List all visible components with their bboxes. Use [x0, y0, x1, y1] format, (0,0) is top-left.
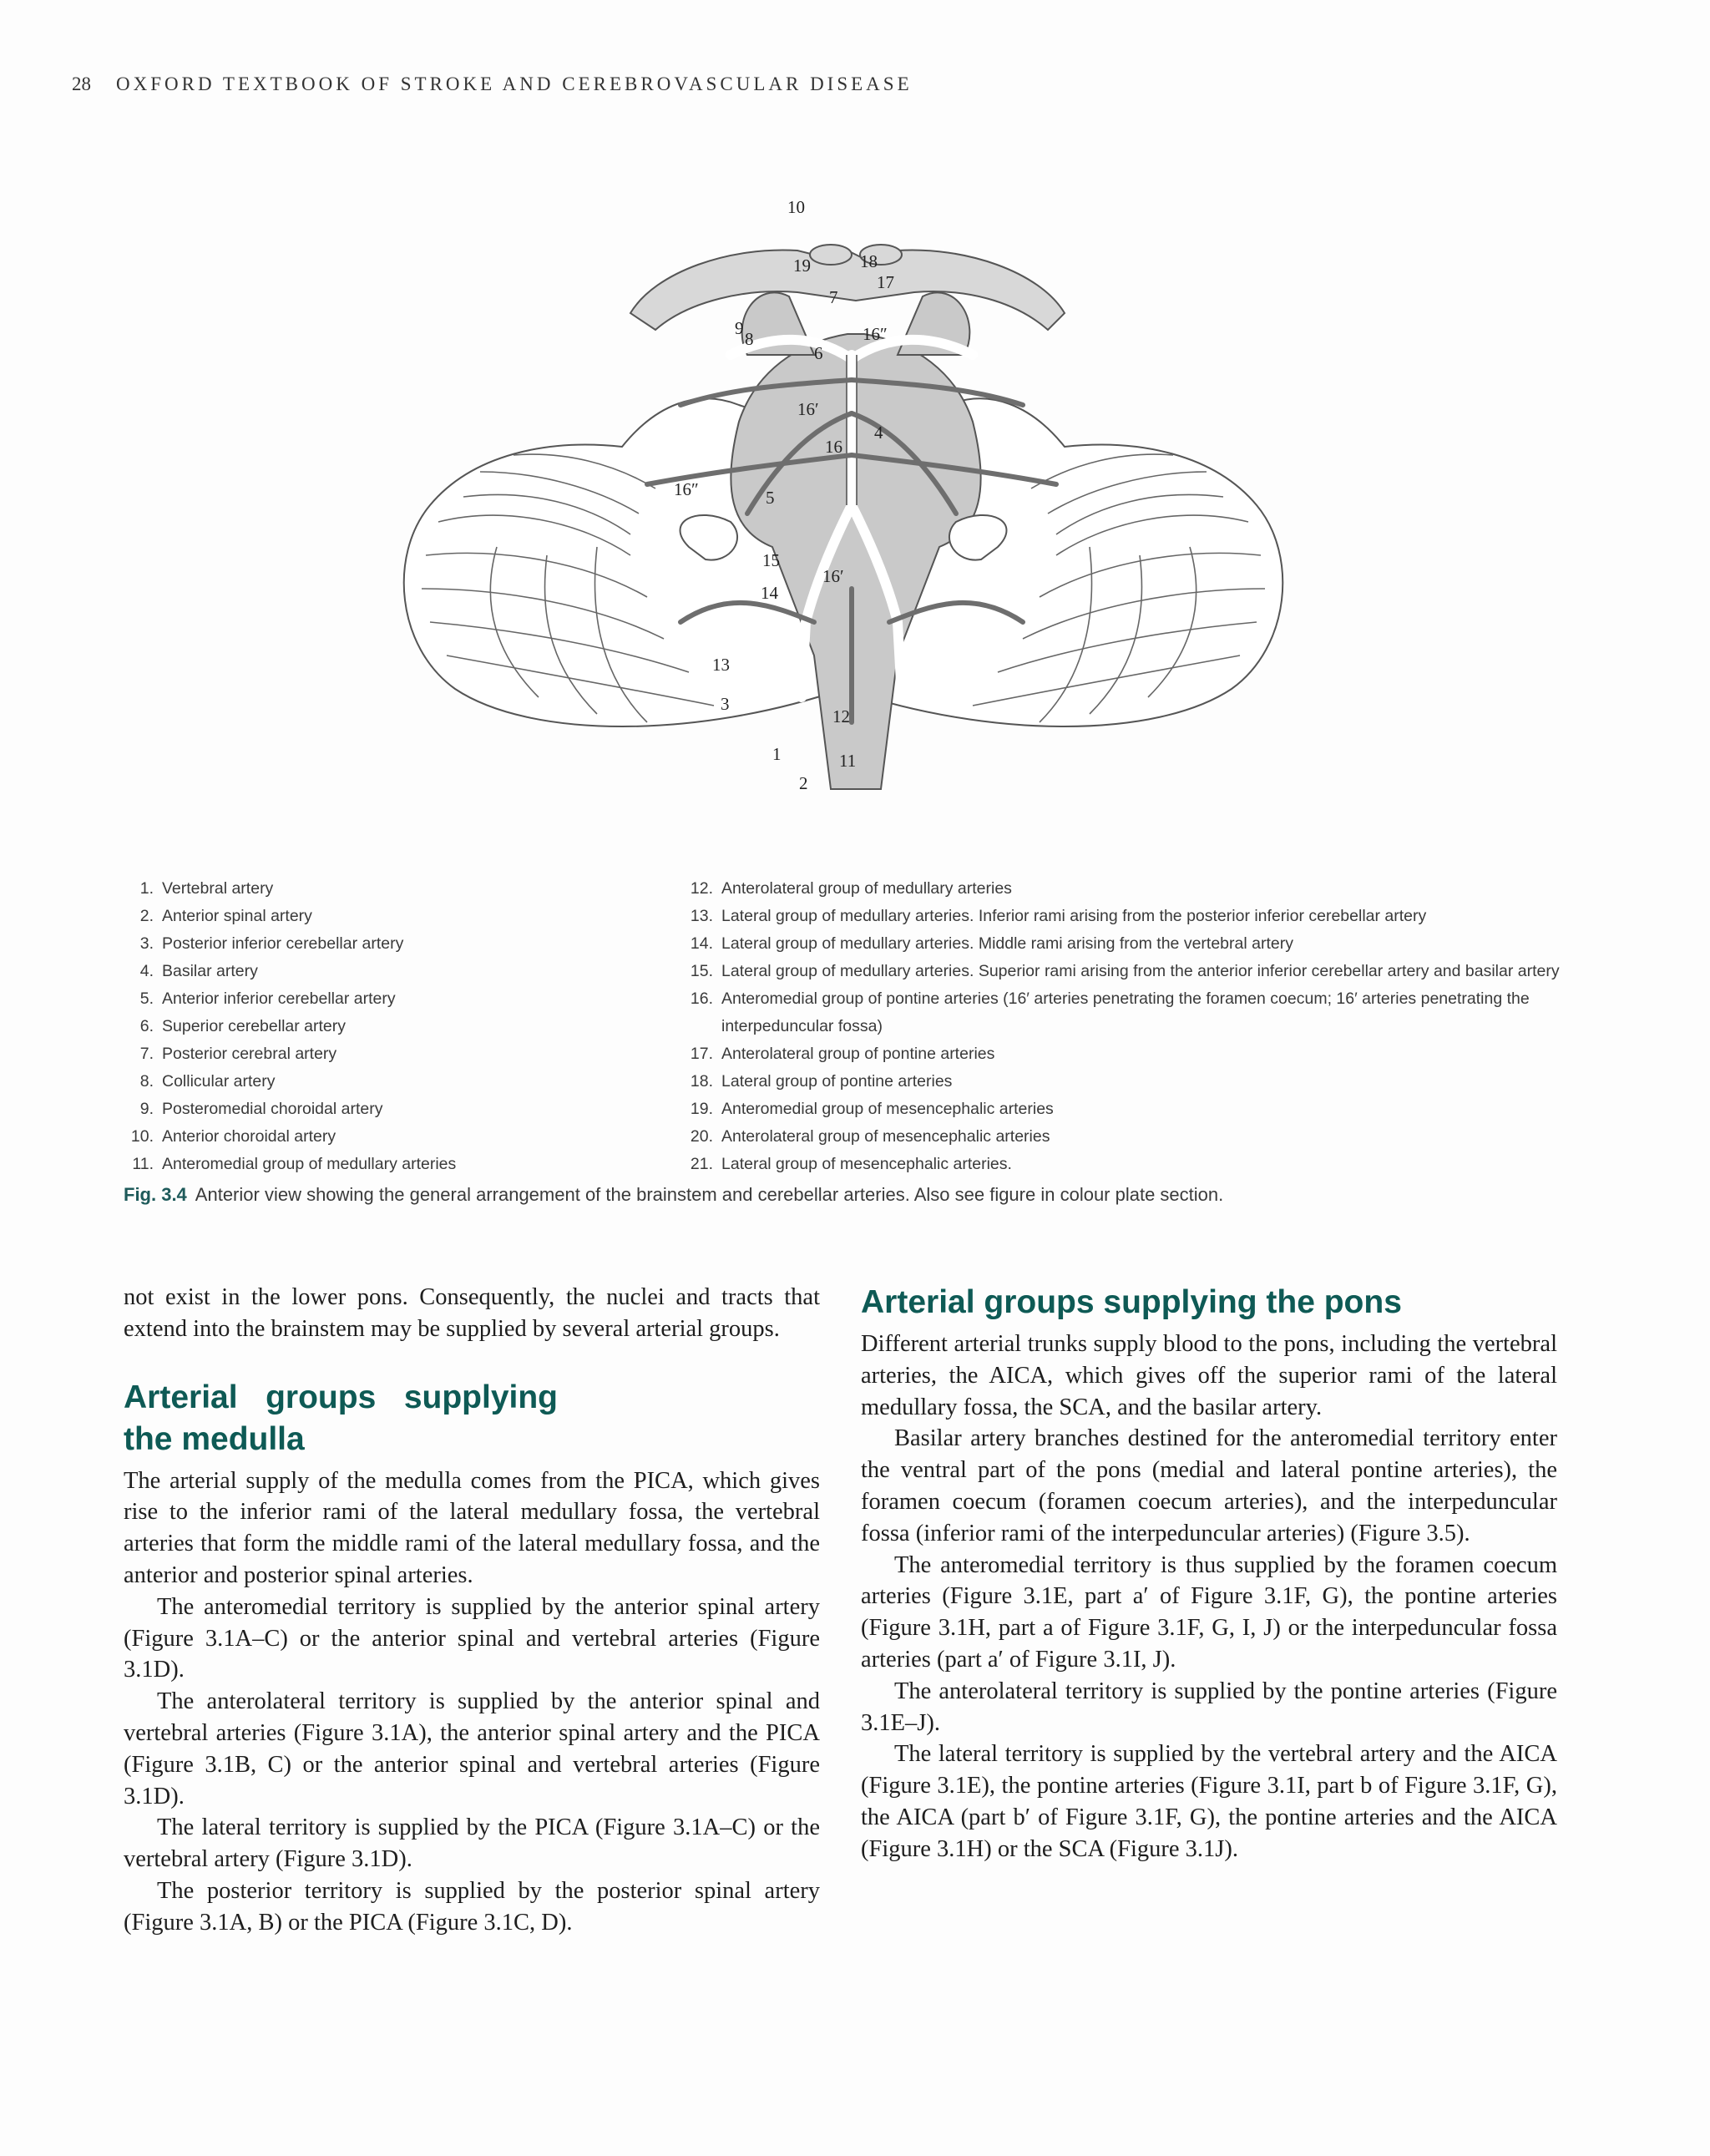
right-text-column: [861, 1282, 1557, 1865]
running-title: OXFORD TEXTBOOK OF STROKE AND CEREBROVASCULAR DISEASE: [116, 73, 913, 94]
legend-item: 2. Anterior spinal artery: [139, 907, 312, 925]
fig-label: 7: [829, 287, 838, 307]
legend-item: 12. Anterolateral group of medullary arteries: [690, 879, 1012, 898]
legend-item: 7. Posterior cerebral artery: [139, 1045, 337, 1063]
fig-label: 16″: [674, 479, 699, 499]
fig-label: 13: [712, 655, 730, 675]
fig-label: 14: [761, 583, 778, 603]
legend-item: 19. Anteromedial group of mesencephalic arteries: [690, 1100, 1054, 1118]
legend-item: 5. Anterior inferior cerebellar artery: [139, 989, 396, 1008]
fig-label: 12: [832, 706, 850, 726]
caption-text: Anterior view showing the general arrangement of the brainstem and cerebellar arteries. Also see figure in colour plate section.: [195, 1184, 1224, 1205]
left-text-column: [124, 1282, 820, 1939]
legend-item: 13. Lateral group of medullary arteries. Inferior rami arising from the posterior inferior cerebellar artery: [690, 907, 1427, 925]
fig-label: 2: [799, 773, 808, 793]
paragraph: The anterolateral territory is supplied by the pontine arteries (Figure 3.1E–J).: [861, 1678, 1557, 1736]
legend-item: 10. Anterior choroidal artery: [130, 1127, 336, 1146]
legend-right-column: [683, 875, 1568, 1178]
paragraph: The lateral territory is supplied by the PICA (Figure 3.1A–C) or the vertebral artery (Figure 3.1D).: [124, 1814, 820, 1873]
paragraph: The anteromedial territory is thus supplied by the foramen coecum arteries (Figure 3.1E, part a′ of Figure 3.1F, G), the pontine arteries (Figure 3.1H, part a of Figure 3.1F, G, I, J) or the interpeduncular fossa arteries (part a′ of Figure 3.1I, J).: [861, 1551, 1557, 1673]
fig-label: 8: [745, 329, 754, 349]
legend-item: 16. Anteromedial group of pontine arteries (16′ arteries penetrating the foramen coecum; 16′ arteries penetrating the interpeduncular fossa): [690, 989, 1530, 1035]
legend-item: 4. Basilar artery: [139, 962, 258, 980]
brainstem-artery-illustration: [380, 154, 1307, 839]
fig-label: 1: [772, 744, 782, 764]
legend-left-column: [124, 875, 658, 1178]
paragraph: The arterial supply of the medulla comes from the PICA, which gives rise to the inferior rami of the lateral medullary fossa, the vertebral arteries that form the middle rami of the lateral medullary fossa, and the anterior and posterior spinal arteries.: [124, 1467, 820, 1588]
legend-item: 15. Lateral group of medullary arteries. Superior rami arising from the anterior inferior cerebellar artery and basilar artery: [690, 962, 1560, 980]
paragraph: The posterior territory is supplied by the posterior spinal artery (Figure 3.1A, B) or the PICA (Figure 3.1C, D).: [124, 1877, 820, 1936]
fig-label: 19: [793, 256, 811, 276]
fig-label: 16″: [863, 324, 888, 344]
caption-label: Fig. 3.4: [124, 1184, 187, 1205]
fig-label: 6: [814, 343, 823, 363]
legend-item: 8. Collicular artery: [139, 1072, 276, 1091]
paragraph: Different arterial trunks supply blood to the pons, including the vertebral arteries, the AICA, which gives off the superior rami of the lateral medullary fossa, the SCA, and the basilar artery.: [861, 1331, 1557, 1420]
running-head: [72, 73, 913, 95]
figure-caption: [124, 1184, 1543, 1206]
legend-item: 9. Posteromedial choroidal artery: [139, 1100, 383, 1118]
paragraph: The anterolateral territory is supplied by the anterior spinal and vertebral arteries (Figure 3.1A), the anterior spinal artery and the PICA (Figure 3.1B, C) or the anterior spinal and vertebral arteries (Figure 3.1D).: [124, 1688, 820, 1809]
legend-item: 6. Superior cerebellar artery: [139, 1017, 347, 1035]
fig-label: 16′: [797, 399, 819, 419]
legend-item: 17. Anterolateral group of pontine arteries: [690, 1045, 995, 1063]
legend-item: 21. Lateral group of mesencephalic arteries.: [690, 1155, 1012, 1173]
section-heading: Arterial groups supplying the pons: [861, 1284, 1402, 1320]
legend-item: 1. Vertebral artery: [139, 879, 274, 898]
paragraph: The anteromedial territory is supplied by the anterior spinal artery (Figure 3.1A–C) or the anterior spinal and vertebral arteries (Figure 3.1D).: [124, 1593, 820, 1683]
fig-label: 3: [721, 694, 730, 714]
legend-item: 11. Anteromedial group of medullary arteries: [132, 1155, 457, 1173]
fig-label: 18: [860, 251, 878, 271]
legend-item: 20. Anterolateral group of mesencephalic arteries: [690, 1127, 1050, 1146]
fig-label: 16′: [822, 566, 844, 586]
fig-label: 17: [877, 272, 894, 292]
section-heading: Arterial groups supplying the medulla: [124, 1379, 558, 1457]
legend-item: 18. Lateral group of pontine arteries: [690, 1072, 953, 1091]
diencephalon: [630, 245, 1065, 330]
fig-label: 11: [839, 751, 857, 771]
paragraph: Basilar artery branches destined for the anteromedial territory enter the ventral part of the pons (medial and lateral pontine arteries), the foramen coecum (foramen coecum arteries), and the interpeduncular fossa (inferior rami of the interpeduncular arteries) (Figure 3.5).: [861, 1425, 1557, 1546]
fig-label: 9: [735, 318, 744, 338]
paragraph: not exist in the lower pons. Consequently, the nuclei and tracts that extend into the brainstem may be supplied by several arterial groups.: [124, 1284, 820, 1342]
fig-label: 5: [766, 488, 775, 508]
fig-label: 10: [787, 197, 805, 217]
fig-label: 15: [762, 550, 780, 570]
legend-item: 3. Posterior inferior cerebellar artery: [139, 934, 404, 953]
fig-label: 16: [825, 437, 842, 457]
legend-item: 14. Lateral group of medullary arteries. Middle rami arising from the vertebral artery: [690, 934, 1293, 953]
fig-label: 4: [874, 423, 883, 443]
page-number: 28: [72, 73, 91, 94]
paragraph: The lateral territory is supplied by the vertebral artery and the AICA (Figure 3.1E), the pontine arteries (Figure 3.1I, part b of Figure 3.1F, G), the AICA (part b′ of Figure 3.1F, G), the pontine arteries and the AICA (Figure 3.1H) or the SCA (Figure 3.1J).: [861, 1741, 1557, 1862]
